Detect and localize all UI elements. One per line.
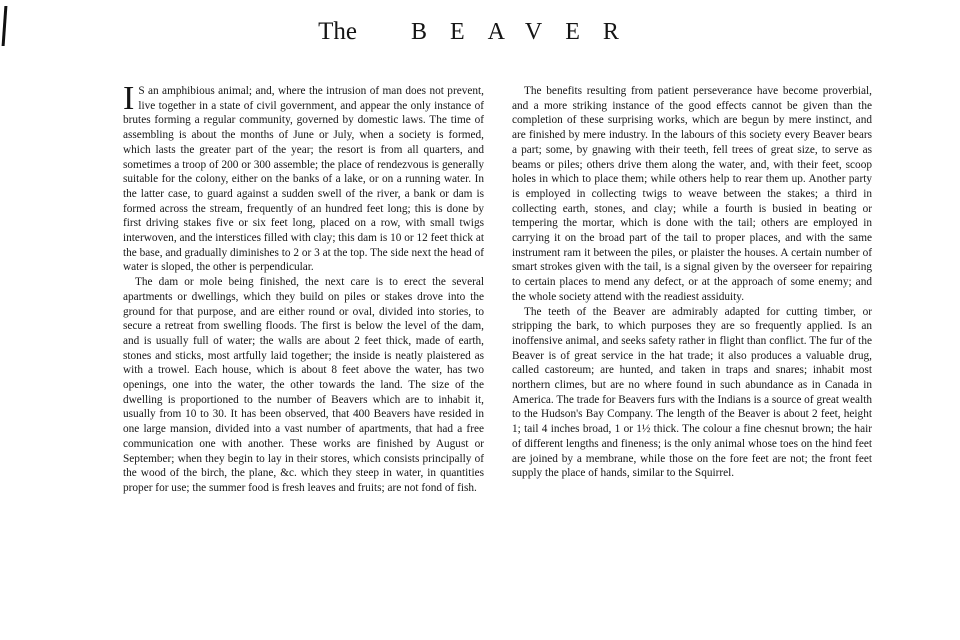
right-column [512,84,872,481]
left-paragraph-2: The dam or mole being finished, the next care is to erect the several apartments or dwellings, which they build on piles or stakes drove into the ground for that purpose, and are either round or oval, divided into stories, to secure a retreat from swelling floods. The first is below the level of the dam, and is usually full of water; the walls are about 2 feet thick, made of earth, stones and sticks, most artfully laid together; the inside is neatly plaistered as with a trowel. Each house, which is about 8 feet above the water, has two openings, one into the water, the other towards the land. The size of the dwelling is proportioned to the number of Beavers which are to inhabit it, usually from 10 to 30. It has been observed, that 400 Beavers have resided in one large mansion, divided into a vast number of apartments, that had a free communication one with another. These works are finished by August or September; when they begin to lay in their stores, which consists principally of the wood of the birch, the plane, &c. which they steep in water, in quantities proper for use; the summer food is fresh leaves and fruits; are not fond of fish. [123,276,484,494]
title-word: BEAVER [410,19,642,45]
page-title [0,18,960,58]
left-column [123,80,484,496]
left-paragraph-1-text: S an amphibious animal; and, where the intrusion of man does not prevent, live together in a state of civil government, and appear the only instance of brutes forming a regular community, governed by domestic laws. The time of assembling is about the months of June or July, when a society is formed, which lasts the greater part of the year; the resort is from all quarters, and sometimes a troop of 200 or 300 assemble; the place of rendezvous is generally suitable for the colony, either on the banks of a lake, or on a running water. In the latter case, to guard against a sudden swell of the river, a bank or dam is formed across the stream, frequently of an hundred feet long; this is done by first driving stakes five or six feet long, placed on a row, with small twigs interwoven, and the interstices filled with clay; this dam is 10 or 12 feet thick at the base, and gradually diminishes to 2 or 3 at the top. The side next the head of water is sloped, the other is perpendicular. [123,85,484,274]
left-paragraph-1 [123,80,484,275]
right-paragraph-2: The teeth of the Beaver are admirably adapted for cutting timber, or stripping the bark, to which purposes they are so frequently applied. Is an inoffensive animal, and seeks safety rather in flight than conflict. The fur of the Beaver is of great service in the hat trade; it also produces a valuable drug, called castoreum; are hunted, and taken in traps and snares; inhabit most northern climes, but are no where found in such abundance as in Canada in America. The trade for Beavers furs with the Indians is a source of great wealth to the Hudson's Bay Company. The length of the Beaver is about 2 feet, height 1; tail 4 inches broad, 1 or 1½ thick. The colour a fine chesnut brown; the hair of different lengths and fineness; is the only animal whose toes on the hind feet are joined by a membrane, while those on the fore feet are not; the front feet supply the place of hands, similar to the Squirrel. [512,305,872,480]
title-article: The [318,18,357,45]
right-paragraph-1: The benefits resulting from patient perseverance have become proverbial, and a more striking instance of the good effects cannot be given than the completion of these surprising works, which are begun by mere instinct, and are finished by mere industry. In the labours of this society every Beaver bears a part; some, by gnawing with their teeth, fell trees of great size, to serve as beams or piles; others drive them along the water, and, with their feet, scoop holes in which to place them; while others help to rear them up. Another party is employed in collecting twigs to weave between the stakes; a third in collecting earth, stones, and clay; while a fourth is busied in beating or tempering the mortar, which is done with the tail; others are employed in carrying it on the broad part of the tail to proper places, and with the same instrument ram it between the piles, or plaister the houses. A certain number of smart strokes given with the tail, is a signal given by the overseer for repairing to certain places to mend any defect, or at the approach of some enemy; and the whole society attend with the readiest assiduity. [512,85,872,303]
drop-cap: I [123,80,135,117]
